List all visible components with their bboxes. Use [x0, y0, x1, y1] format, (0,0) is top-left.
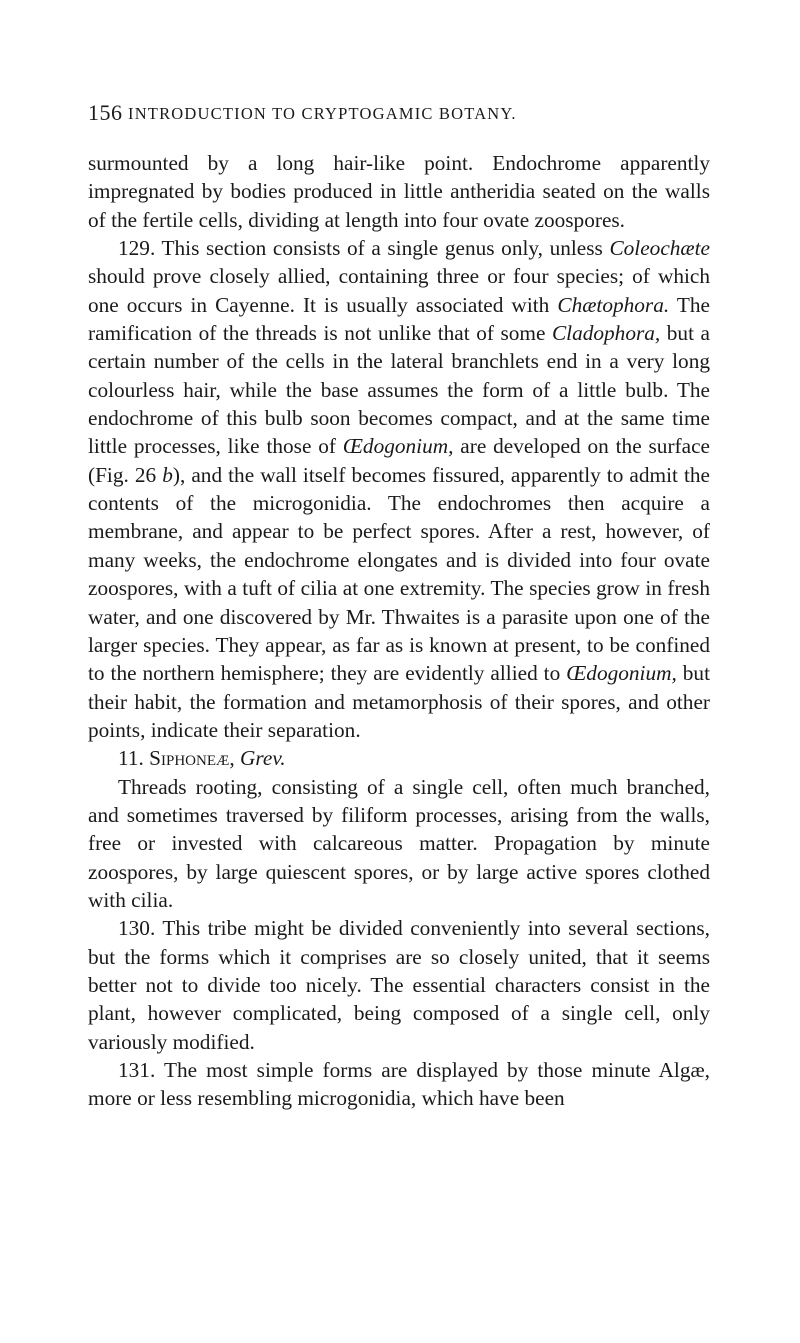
paragraph-129 — [88, 234, 710, 744]
text-run: are developed on the surface (Fig. 26 — [88, 434, 710, 487]
tribe-name: Siphoneæ, — [149, 746, 235, 771]
genus-name: Coleochæte — [609, 236, 710, 261]
section-number: 11. — [118, 746, 150, 771]
running-title: INTRODUCTION TO CRYPTOGAMIC BOTANY. — [128, 104, 517, 123]
text-run: The ramification of the threads is not unlike that of some — [88, 292, 710, 346]
genus-name: Œdogonium, — [342, 434, 454, 459]
text-run: 129. This section consists of a single genus only, unless — [118, 236, 610, 261]
tribe-description: Threads rooting, consisting of a single cell, often much branched, and sometimes traversed by filiform processes, arising from the walls, free or invested with calcareous matter. Propagation by minute zoospores, by large quiescent spores, or by large active spores clothed with cilia. — [88, 774, 710, 912]
page-header — [88, 100, 720, 132]
paragraph-130: 130. This tribe might be divided conveniently into several sections, but the forms which it comprises are so closely united, that it seems better not to divide too nicely. The essential characters consist in the plant, however complicated, being composed of a single cell, only variously modified. — [88, 916, 710, 1054]
genus-name: Cladophora, — [551, 321, 661, 346]
figure-letter: b — [162, 462, 173, 487]
page-number: 156 — [88, 100, 123, 125]
tribe-author: Grev. — [240, 746, 286, 771]
text-run: but a certain number of the cells in the lateral branchlets end in a very long colourless hair, while the base assumes the form of a little bulb. The endochrome of this bulb soon becomes compact, and at the same time little processes, like those of — [88, 321, 710, 459]
text-run: should prove closely allied, containing three or four species; of which one occurs in Cayenne. It is usually associated with — [88, 264, 710, 317]
paragraph-131: 131. The most simple forms are displayed by those minute Algæ, more or less resembling microgonidia, which have been — [88, 1058, 710, 1111]
paragraph-continuation: surmounted by a long hair-like point. Endochrome apparently impregnated by bodies produced in little antheridia seated on the walls of the fertile cells, dividing at length into four ovate zoospores. — [88, 151, 710, 232]
genus-name: Œdogonium, — [566, 661, 677, 686]
text-run: but their habit, the formation and metamorphosis of their spores, and other points, indicate their separation. — [88, 661, 710, 742]
text-run: ), and the wall itself becomes fissured, apparently to admit the contents of the microgonidia. The endochromes then acquire a membrane, and appear to be perfect spores. After a rest, however, of many weeks, the endochrome elongates and is divided into four ovate zoospores, with a tuft of cilia at one extremity. The species grow in fresh water, and one discovered by Mr. Thwaites is a parasite upon one of the larger species. They appear, as far as is known at present, to be confined to the northern hemisphere; they are evidently allied to — [88, 462, 710, 686]
section-heading — [88, 744, 710, 772]
body-text — [88, 149, 710, 1113]
genus-name: Chætophora. — [557, 292, 670, 317]
